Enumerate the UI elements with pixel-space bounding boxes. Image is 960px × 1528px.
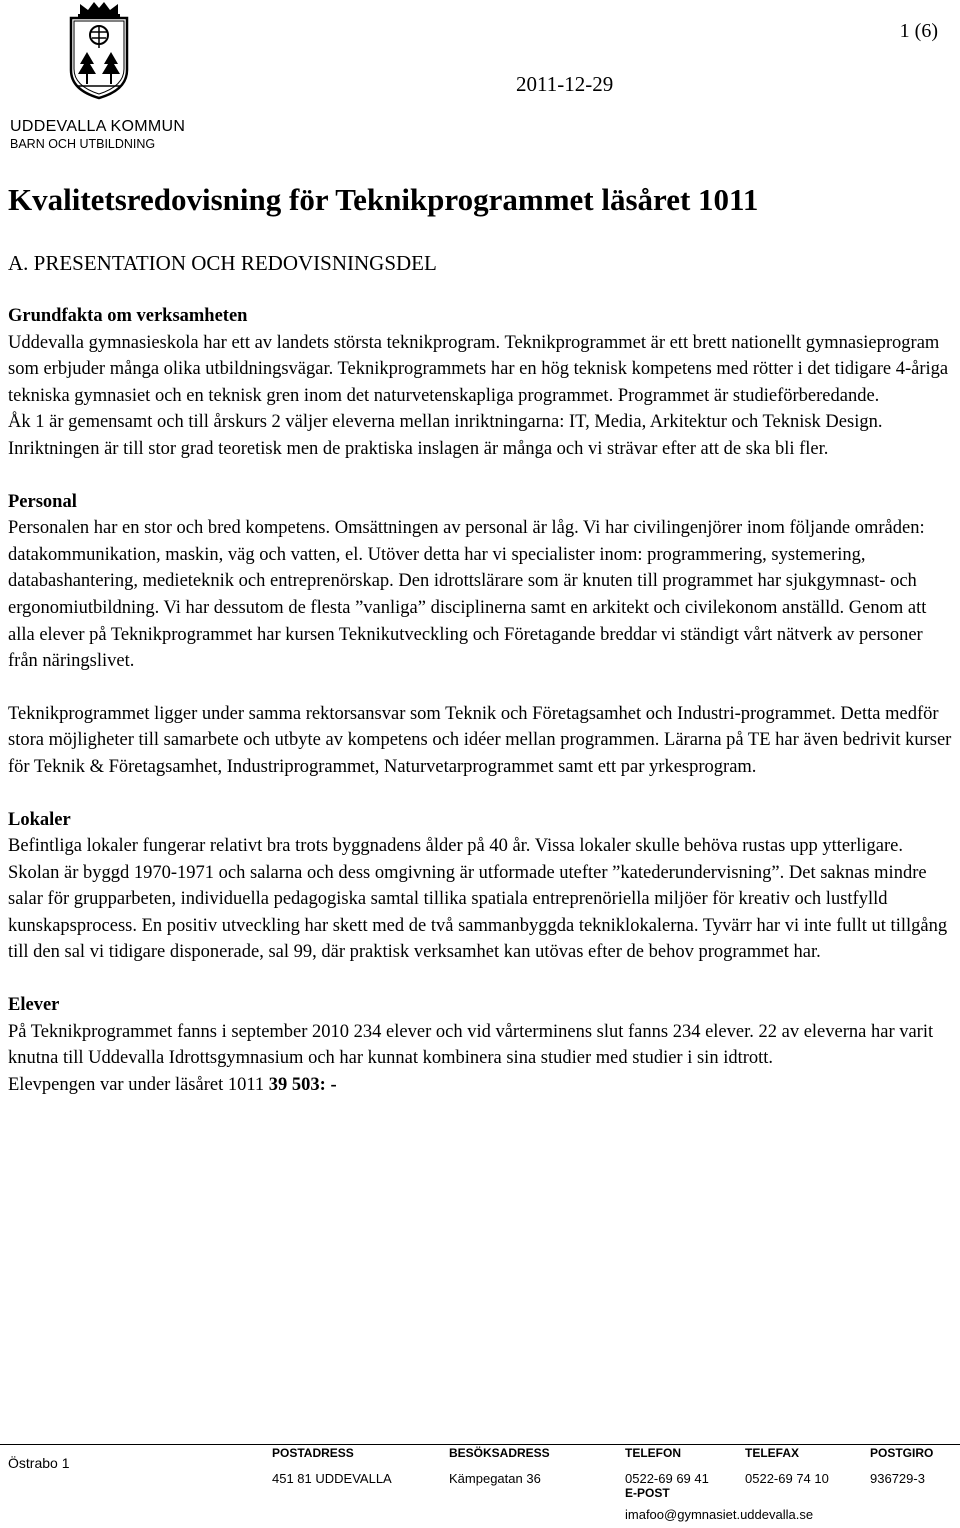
elever-paragraph-2 <box>8 1072 954 1099</box>
footer-besoksadress: Kämpegatan 36 <box>449 1471 541 1486</box>
footer-epost-label: E-POST <box>625 1486 670 1500</box>
elevpeng-label: Elevpengen var under läsåret 1011 <box>8 1074 269 1095</box>
footer-postadress: 451 81 UDDEVALLA <box>272 1471 392 1486</box>
personal-paragraph-1: Personalen har en stor och bred kompetens. Omsättningen av personal är låg. Vi har civilingenjörer inom följande områden: datakommunikation, maskin, väg och vatten, el. Utöver detta har vi specialister inom: programmering, systemering, databashantering, medieteknik och entreprenörskap. Den idrottslärare som är knuten till programmet har sjukgymnast- och ergonomiutbildning. Vi har dessutom de flesta ”vanliga” disciplinerna samt en arkitekt och civilekonom anställd. Genom att alla elever på Teknikprogrammet har kursen Teknikutveckling och Företagande breddar vi ständigt vårt nätverk av personer från näringslivet. <box>8 518 927 672</box>
grundfakta-paragraph-2: Åk 1 är gemensamt och till årskurs 2 väljer eleverna mellan inriktningarna: IT, Media, Arkitektur och Teknisk Design. Inriktningen är till stor grad teoretisk men de praktiska inslagen är många och vi strävar efter att de ska bli fler. <box>8 412 883 459</box>
footer-unit: Östrabo 1 <box>8 1455 70 1471</box>
footer-postgiro: 936729-3 <box>870 1471 925 1486</box>
municipal-crest-logo <box>66 0 132 100</box>
section-heading: A. PRESENTATION OCH REDOVISNINGSDEL <box>8 251 437 275</box>
grundfakta-paragraph-1: Uddevalla gymnasieskola har ett av landets största teknikprogram. Teknikprogrammet är ett brett nationellt gymnasieprogram som erbjuder många olika utbildningsvägar. Teknikprogrammets har en hög teknisk kompetens med rötter i det tidigare 4-åriga tekniska gymnasiet och en teknisk gren inom det naturvetenskapliga programmet. Programmet är studieförberedande. <box>8 332 949 406</box>
footer-divider <box>0 1444 960 1445</box>
footer-telefax: 0522-69 74 10 <box>745 1471 829 1486</box>
heading-lokaler: Lokaler <box>8 809 71 830</box>
org-name: UDDEVALLA KOMMUN <box>10 118 186 135</box>
document-title: Kvalitetsredovisning för Teknikprogrammet läsåret 1011 <box>8 182 759 217</box>
footer-telefax-label: TELEFAX <box>745 1446 800 1460</box>
footer-postadress-label: POSTADRESS <box>272 1446 354 1460</box>
organization-name <box>10 118 185 152</box>
elevpeng-value: 39 503: - <box>268 1074 337 1095</box>
footer-postgiro-label: POSTGIRO <box>870 1446 934 1460</box>
footer-besoksadress-label: BESÖKSADRESS <box>449 1446 550 1460</box>
footer-telefon-label: TELEFON <box>625 1446 681 1460</box>
footer-telefon: 0522-69 69 41 <box>625 1471 709 1486</box>
page-number: 1 (6) <box>899 20 938 42</box>
document-date: 2011-12-29 <box>516 72 614 96</box>
lokaler-paragraph-1: Befintliga lokaler fungerar relativt bra trots byggnadens ålder på 40 år. Vissa lokaler skulle behöva rustas upp ytterligare. Skolan är byggd 1970-1971 och salarna och dess omgivning är utformade utefter ”katederundervisning”. Det saknas mindre salar för grupparbeten, individuella pedagogiska samtal tillika spatiala entreprenöriella miljöer för kreativ och lustfylld kunskapsprocess. En positiv utveckling har skett med de två sammanbyggda tekniklokalerna. Tyvärr har vi inte fullt ut tillgång till den sal vi tidigare disponerade, sal 99, där praktisk verksamhet kan utövas efter de behov programmet har. <box>8 836 948 963</box>
heading-elever: Elever <box>8 995 60 1016</box>
elever-paragraph-1: På Teknikprogrammet fanns i september 2010 234 elever och vid vårterminens slut fanns 234 elever. 22 av eleverna har varit knutna till Uddevalla Idrottsgymnasium och har kunnat kombinera sina studier med studier i sin idtrott. <box>8 1021 934 1069</box>
heading-personal: Personal <box>8 491 77 512</box>
page-footer <box>0 1444 960 1528</box>
document-body <box>8 303 954 1098</box>
heading-grundfakta: Grundfakta om verksamheten <box>8 306 248 326</box>
org-unit: BARN OCH UTBILDNING <box>10 137 156 151</box>
personal-paragraph-2: Teknikprogrammet ligger under samma rektorsansvar som Teknik och Företagsamhet och Industri-programmet. Detta medför stora möjligheter till samarbete och utbyte av kompetens och idéer mellan programmen. Lärarna på TE har även bedrivit kurser för Teknik & Företagsamhet, Industriprogrammet, Naturvetarprogrammet samt ett par yrkesprogram. <box>8 703 952 777</box>
footer-epost-link[interactable]: imafoo@gymnasiet.uddevalla.se <box>625 1507 814 1522</box>
